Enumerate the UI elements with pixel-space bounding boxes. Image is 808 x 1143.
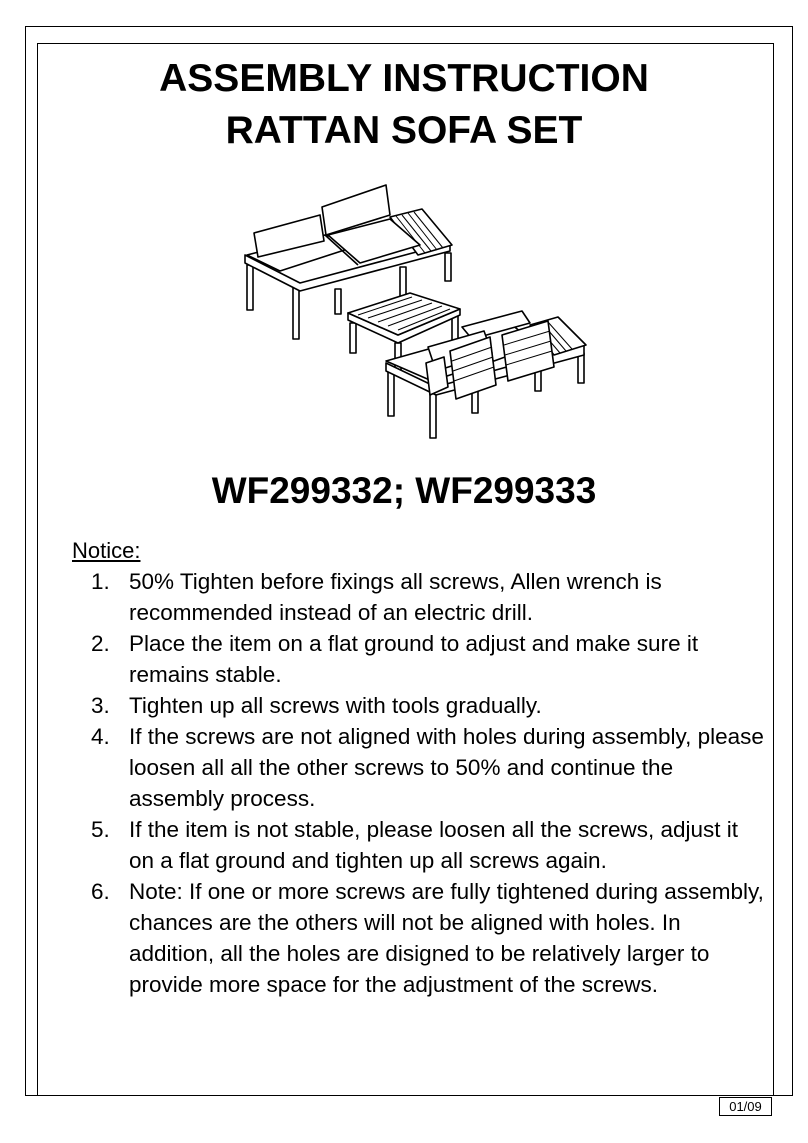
- page-number: 01/09: [719, 1097, 772, 1116]
- model-numbers: WF299332; WF299333: [211, 470, 597, 511]
- list-item: [88, 566, 768, 628]
- document-subtitle: RATTAN SOFA SET: [225, 109, 583, 152]
- list-item: [88, 721, 768, 814]
- list-item-text: Tighten up all screws with tools gradually.: [129, 693, 542, 718]
- list-item-number: 3.: [91, 693, 110, 718]
- list-item: [88, 690, 768, 721]
- document-title: ASSEMBLY INSTRUCTION: [159, 57, 649, 100]
- list-item: [88, 628, 768, 690]
- list-item-text: If the screws are not aligned with holes during assembly, please loosen all all the other screws to 50% and continue the assembly process.: [129, 724, 764, 811]
- lower-sofa-side-cushion: [426, 357, 448, 395]
- list-item-text: Note: If one or more screws are fully tightened during assembly, chances are the others will not be aligned with holes. In addition, all the holes are disigned to be relatively larger to provide more space for the adjustment of the screws.: [129, 879, 764, 997]
- list-item-text: 50% Tighten before fixings all screws, Allen wrench is recommended instead of an electric drill.: [129, 569, 662, 625]
- list-item-number: 4.: [91, 724, 110, 749]
- notice-list: [88, 566, 768, 1000]
- rattan-sofa-set-illustration: [240, 175, 590, 445]
- list-item-text: Place the item on a flat ground to adjust and make sure it remains stable.: [129, 631, 699, 687]
- list-item-number: 1.: [91, 569, 110, 594]
- list-item: [88, 814, 768, 876]
- list-item-text: If the item is not stable, please loosen all the screws, adjust it on a flat ground and tighten up all screws again.: [129, 817, 739, 873]
- list-item-number: 6.: [91, 879, 110, 904]
- list-item-number: 5.: [91, 817, 110, 842]
- list-item: [88, 876, 768, 1000]
- notice-heading: Notice:: [72, 538, 141, 563]
- list-item-number: 2.: [91, 631, 110, 656]
